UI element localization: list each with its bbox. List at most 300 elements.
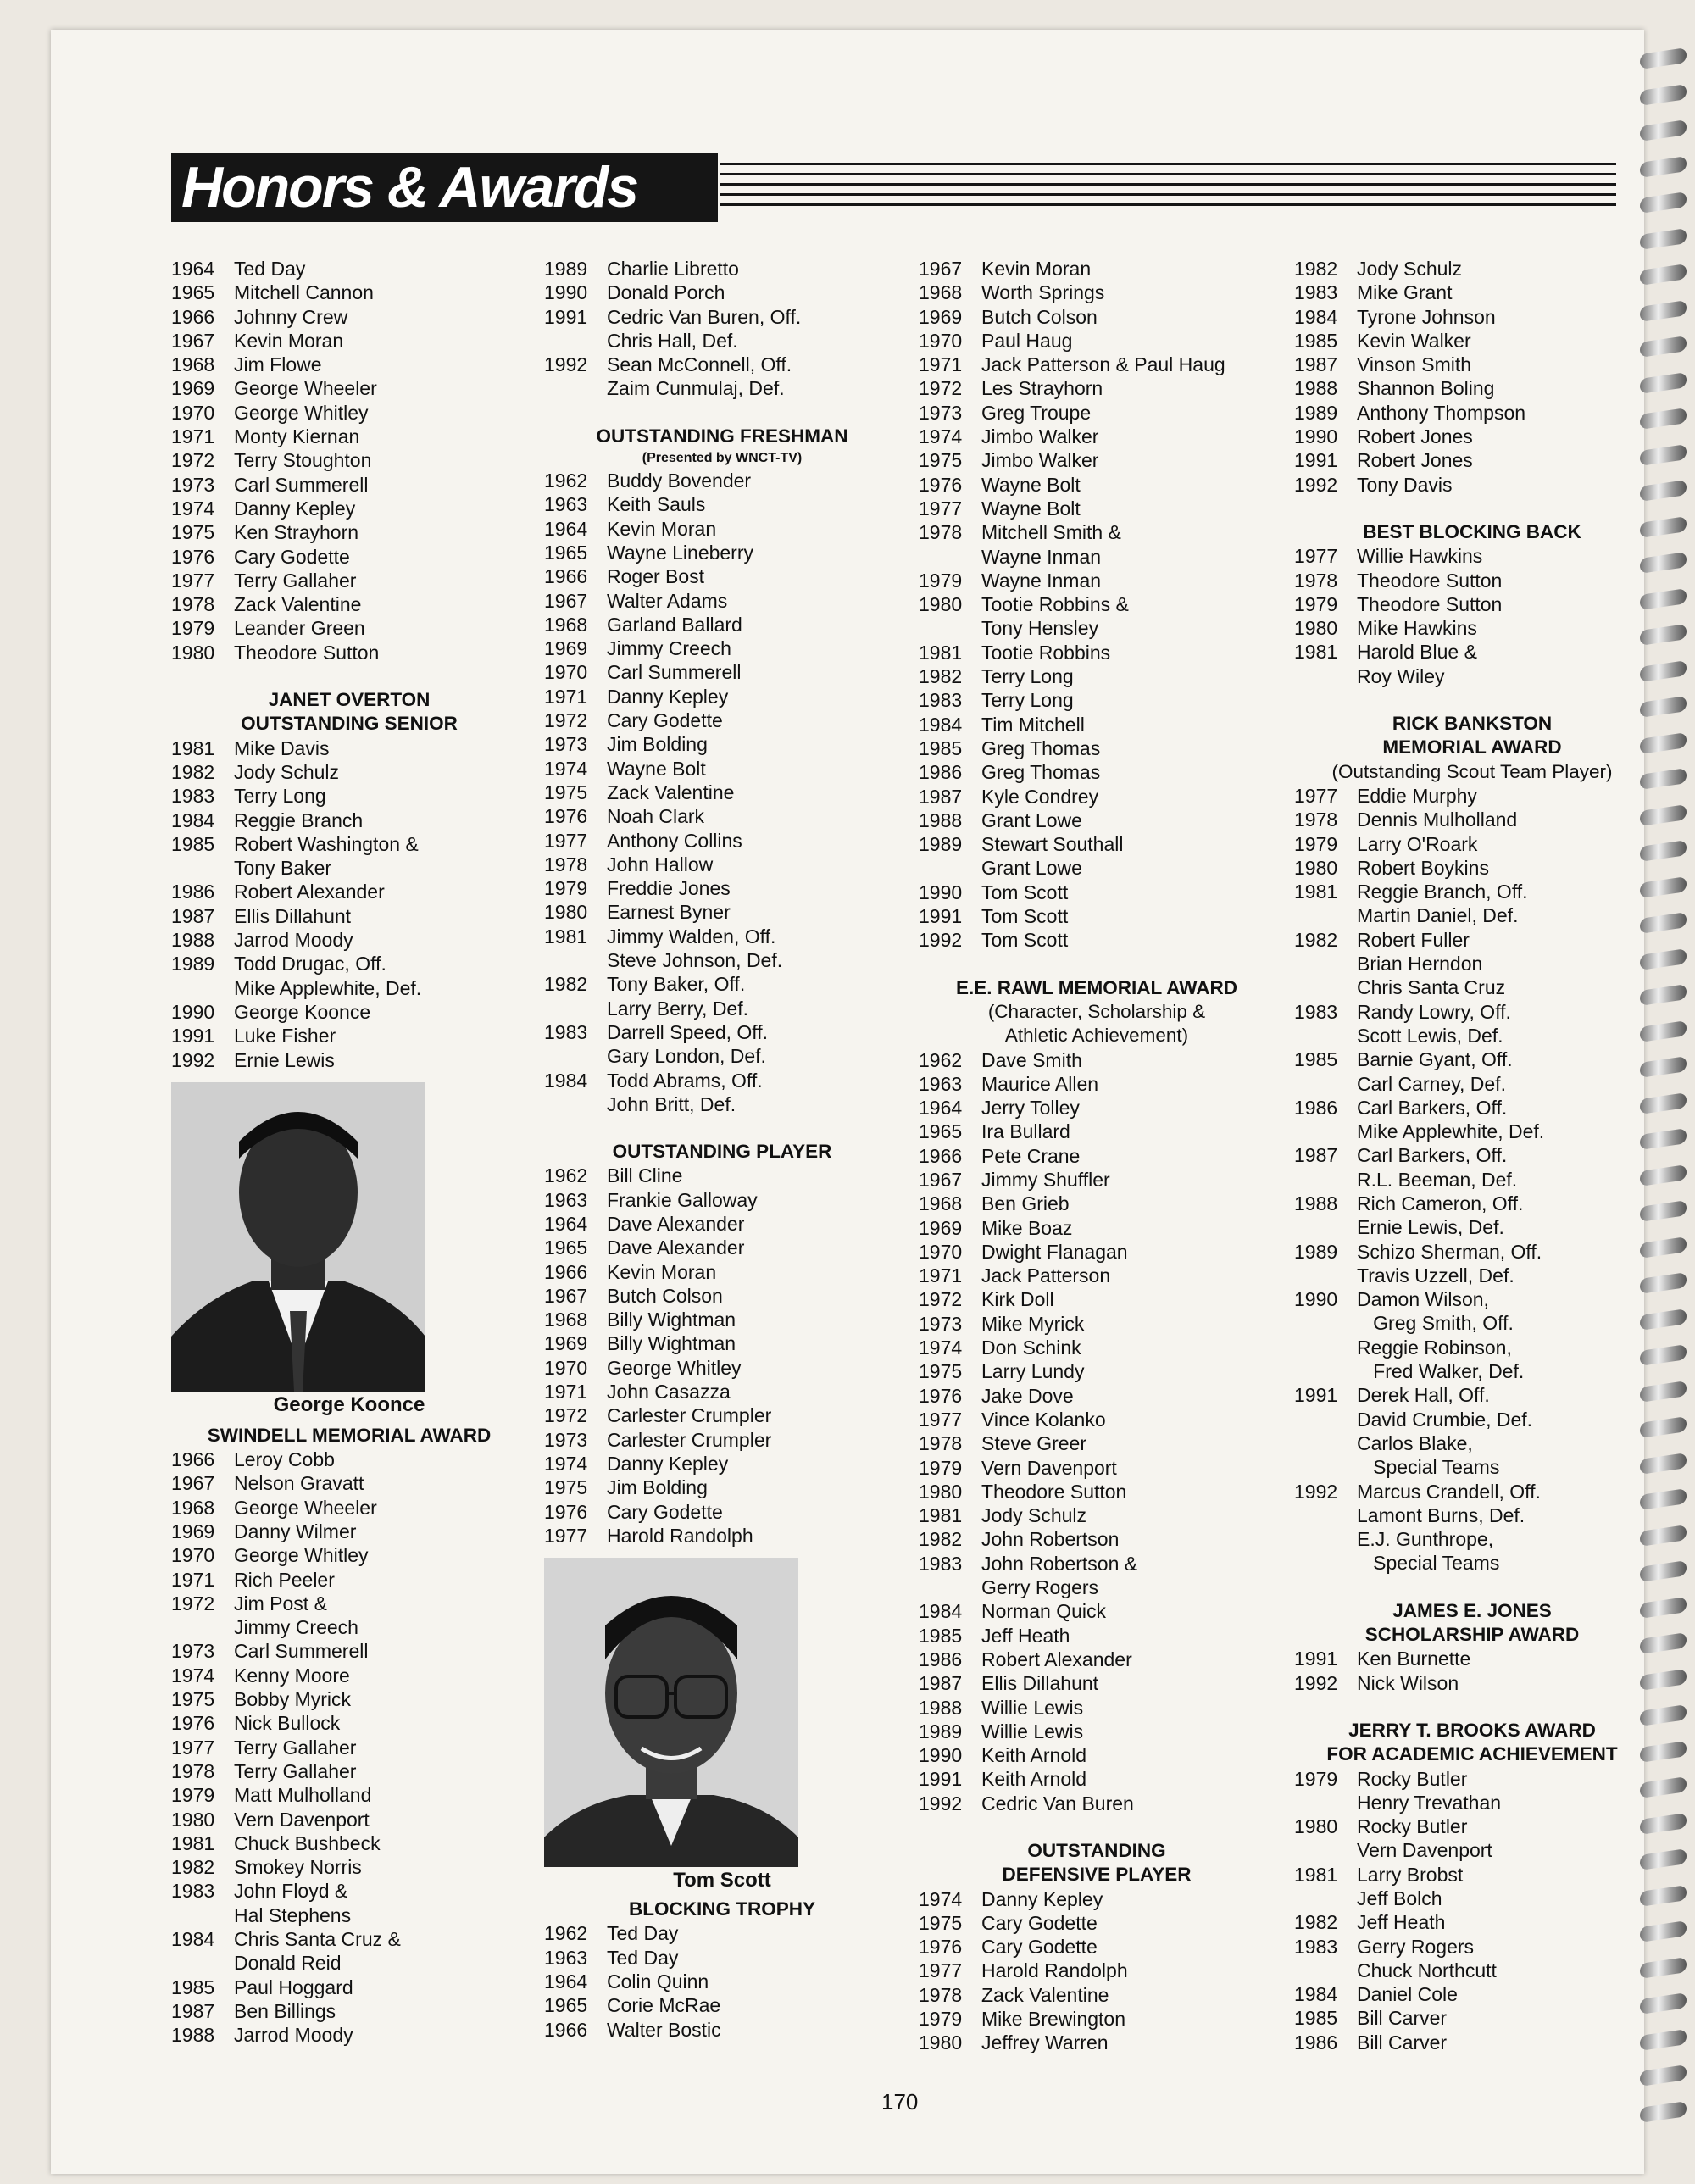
award-year [1294,903,1357,927]
award-year: 1983 [1294,1935,1338,1958]
award-recipient: Bill Carver [1357,2007,1448,2030]
award-entry [171,1976,527,1999]
award-recipient: John Hallow [607,853,714,875]
award-recipient: Wayne Inman [981,569,1102,592]
award-recipient: Tootie Robbins [981,641,1111,664]
award-entry [544,589,900,613]
award-recipient: Don Schink [981,1337,1081,1359]
award-recipient: Tony Hensley [981,617,1099,640]
award-year: 1987 [1294,353,1338,376]
award-year: 1972 [544,709,588,732]
award-recipient: Kevin Moran [607,1260,717,1283]
award-entry [1294,1192,1650,1215]
award-recipient: Paul Hoggard [234,1976,353,1998]
award-year [1294,1311,1357,1335]
player-photo [544,1558,798,1867]
award-recipient: Barnie Gyant, Off. [1357,1048,1513,1071]
award-entry [919,1792,1275,1815]
award-year [171,856,234,880]
award-recipient: Bill Cline [607,1164,683,1187]
award-year: 1972 [171,1592,215,1614]
award-entry [171,832,527,856]
award-year: 1986 [1294,1096,1338,1119]
award-recipient: Buddy Bovender [607,470,752,492]
award-entry [1294,1935,1650,1959]
award-recipient: Vern Davenport [234,1808,370,1831]
award-year: 1977 [544,1524,588,1547]
award-entry [919,616,1275,640]
section-title: OUTSTANDING PLAYER [612,1141,832,1163]
award-recipient: Kevin Moran [607,517,717,540]
award-recipient: Luke Fisher [234,1025,336,1048]
award-recipient: Walter Bostic [607,2018,721,2041]
award-entry [171,520,527,544]
award-entry [919,1384,1275,1408]
award-list [171,736,527,1072]
award-year: 1964 [171,258,215,280]
award-year [1294,1336,1357,1359]
award-recipient: Ben Billings [234,1999,336,2022]
award-year: 1976 [919,473,963,496]
award-year: 1980 [171,641,215,664]
award-entry [1294,784,1650,808]
award-recipient: Jody Schulz [981,1504,1087,1527]
award-entry [1294,640,1650,664]
award-entry [171,425,527,448]
award-entry [919,329,1275,353]
award-entry [919,376,1275,400]
award-year: 1967 [544,1284,588,1307]
award-entry [544,1475,900,1499]
award-entry [171,1639,527,1663]
section-subtitle: (Outstanding Scout Team Player) [1331,760,1613,782]
award-year: 1977 [919,1408,963,1431]
award-entry [171,880,527,903]
award-year: 1978 [919,1983,963,2006]
award-year: 1990 [1294,425,1338,448]
award-year [171,1951,234,1975]
award-recipient: Jody Schulz [234,760,340,783]
award-year: 1986 [171,881,215,903]
award-entry [544,2018,900,2042]
award-recipient: Jerry Tolley [981,1097,1080,1120]
award-recipient: Carlos Blake, [1357,1431,1473,1454]
award-year: 1985 [919,1624,963,1647]
award-entry [544,517,900,541]
award-entry [919,1959,1275,1982]
award-recipient: Tom Scott [981,905,1069,928]
award-year: 1979 [544,877,588,900]
award-year [919,545,981,569]
award-entry [544,876,900,900]
award-entry [171,1568,527,1592]
award-entry [1294,808,1650,831]
award-recipient: Terry Gallaher [234,569,357,592]
award-recipient: Tony Davis [1357,473,1453,496]
award-recipient: Grant Lowe [981,809,1082,831]
award-entry [919,1359,1275,1383]
award-year: 1985 [171,1976,215,1998]
award-entry [919,1431,1275,1455]
award-year: 1974 [544,757,588,780]
award-entry [1294,1072,1650,1096]
award-year: 1963 [544,1946,588,1969]
award-list [544,1164,900,1548]
award-entry [171,1831,527,1855]
award-entry [544,305,900,329]
award-year: 1981 [171,736,215,759]
award-year: 1967 [919,1168,963,1191]
award-year: 1972 [171,449,215,472]
award-year: 1969 [171,1520,215,1542]
award-entry [919,1552,1275,1575]
award-entry [919,353,1275,376]
award-year [544,1044,607,1068]
award-recipient: Kevin Moran [234,329,344,352]
award-year: 1980 [919,1480,963,1503]
award-entry [1294,1359,1650,1383]
award-recipient: Vern Davenport [1357,1839,1492,1862]
award-recipient: Ellis Dillahunt [234,904,352,927]
award-entry [919,760,1275,784]
award-year: 1984 [1294,305,1338,328]
award-year: 1969 [544,637,588,660]
award-entry [1294,1982,1650,2006]
section-title: OUTSTANDING FRESHMAN [596,425,848,447]
section-title: FOR ACADEMIC ACHIEVEMENT [1326,1743,1618,1765]
award-recipient: Maurice Allen [981,1072,1099,1095]
award-entry [1294,1551,1650,1575]
award-recipient: Carlester Crumpler [607,1404,772,1427]
award-entry [1294,1767,1650,1791]
award-recipient: John Britt, Def. [607,1092,736,1115]
award-year [544,329,607,353]
award-recipient: Chuck Northcutt [1357,1959,1497,1981]
award-list [919,1887,1275,2055]
award-recipient: Wayne Inman [981,545,1102,568]
award-entry [1294,616,1650,640]
award-year: 1972 [919,1288,963,1311]
award-entry [1294,473,1650,497]
award-recipient: Smokey Norris [234,1856,362,1879]
award-year: 1988 [919,1696,963,1719]
award-year: 1984 [544,1069,588,1092]
award-year: 1984 [919,713,963,736]
award-entry [171,1592,527,1615]
award-year: 1976 [171,1712,215,1735]
award-recipient: Jimbo Walker [981,425,1099,448]
award-entry [919,473,1275,497]
award-entry [1294,1240,1650,1264]
award-recipient: Vince Kolanko [981,1408,1106,1431]
award-recipient: Jimmy Creech [607,637,731,660]
spiral-ring [1640,2065,1687,2087]
award-recipient: Jim Flowe [234,353,322,376]
section-title: DEFENSIVE PLAYER [1002,1864,1192,1886]
award-year: 1973 [544,1428,588,1451]
award-entry [919,688,1275,712]
award-year: 1965 [171,281,215,304]
award-recipient: Cedric Van Buren [981,1792,1134,1814]
award-entry [171,1520,527,1543]
award-entry [919,664,1275,688]
award-recipient: Terry Gallaher [234,1759,357,1782]
award-year: 1969 [544,1332,588,1355]
award-recipient: John Robertson [981,1528,1120,1551]
award-year: 1970 [544,661,588,684]
award-year [1294,952,1357,975]
award-entry [919,1144,1275,1168]
award-year: 1980 [544,901,588,924]
award-recipient: Greg Thomas [981,736,1101,759]
award-recipient: Hal Stephens [234,1903,352,1926]
award-year: 1974 [171,1664,215,1687]
award-entry [171,1711,527,1735]
award-entry [919,1048,1275,1072]
award-recipient: Terry Long [234,785,326,808]
award-year: 1991 [919,905,963,928]
award-recipient: E.J. Gunthrope, [1357,1528,1494,1551]
award-recipient: Johnny Crew [234,305,348,328]
award-recipient: Jimbo Walker [981,449,1099,472]
award-year: 1983 [544,1020,588,1043]
award-recipient: Tom Scott [981,929,1069,952]
award-entry [919,1624,1275,1648]
section-title: JERRY T. BROOKS AWARD [1348,1719,1596,1741]
award-year: 1965 [544,1236,588,1259]
award-year: 1985 [1294,329,1338,352]
award-recipient: Rocky Butler [1357,1815,1468,1838]
award-recipient: Anthony Collins [607,829,742,852]
award-year: 1964 [544,1970,588,1993]
award-entry [171,809,527,832]
award-recipient: Greg Smith, Off. [1357,1312,1514,1335]
award-year: 1987 [919,785,963,808]
award-entry [1294,1838,1650,1862]
award-entry [544,469,900,492]
award-recipient: George Wheeler [234,1496,377,1519]
award-recipient: Terry Gallaher [234,1736,357,1759]
award-entry [171,1664,527,1687]
section-title: MEMORIAL AWARD [1382,736,1562,759]
award-entry [919,928,1275,952]
award-recipient: Ira Bullard [981,1120,1070,1143]
award-recipient: Billy Wightman [607,1309,736,1331]
award-entry [171,1927,527,1951]
section-title: BLOCKING TROPHY [628,1898,815,1920]
award-year: 1967 [919,258,963,280]
award-recipient: Jarrod Moody [234,929,353,952]
award-year: 1964 [544,517,588,540]
award-recipient: George Whitley [607,1356,742,1379]
award-year: 1990 [919,1744,963,1767]
award-year: 1973 [919,401,963,424]
award-year: 1987 [171,1999,215,2022]
award-recipient: Colin Quinn [607,1970,709,1993]
award-entry [544,353,900,376]
award-entry [171,497,527,520]
award-entry [544,1069,900,1092]
column-3 [919,257,1275,2055]
award-recipient: Ben Grieb [981,1192,1070,1215]
award-year [1294,1551,1357,1575]
award-year: 1982 [544,973,588,996]
award-year: 1976 [919,1384,963,1407]
award-year: 1989 [919,1720,963,1742]
award-year: 1963 [544,493,588,516]
award-year: 1973 [171,473,215,496]
award-entry [1294,1024,1650,1048]
award-year: 1989 [1294,401,1338,424]
award-entry [1294,1408,1650,1431]
award-recipient: Danny Kepley [981,1887,1103,1910]
award-year: 1970 [544,1356,588,1379]
section-title: OUTSTANDING SENIOR [241,713,458,735]
award-year [1294,1072,1357,1096]
award-recipient: Leroy Cobb [234,1448,335,1471]
section-title: RICK BANKSTON [1392,713,1553,735]
award-recipient: Scott Lewis, Def. [1357,1024,1503,1047]
award-recipient: Roy Wiley [1357,664,1445,687]
award-recipient: Terry Long [981,689,1074,712]
award-recipient: Jody Schulz [1357,258,1463,280]
award-year [1294,1024,1357,1048]
award-entry [171,1496,527,1520]
header-rule [720,173,1616,175]
award-recipient: Robert Alexander [981,1648,1132,1670]
award-entry [544,329,900,353]
award-recipient: Carl Barkers, Off. [1357,1144,1508,1167]
award-entry [919,1096,1275,1120]
section-title: SCHOLARSHIP AWARD [1364,1624,1580,1646]
award-year: 1978 [919,1432,963,1455]
award-year: 1968 [171,1496,215,1519]
award-entry [919,1575,1275,1599]
award-entry [544,1260,900,1284]
award-recipient: Tom Scott [981,881,1069,903]
header-rule [720,183,1616,186]
award-year: 1968 [544,1309,588,1331]
award-recipient: Harold Randolph [981,1959,1128,1982]
award-entry [1294,856,1650,880]
award-year: 1981 [919,1504,963,1527]
award-entry [1294,1311,1650,1335]
photo-caption: George Koonce [273,1392,425,1416]
award-year: 1982 [919,1528,963,1551]
award-entry [1294,257,1650,281]
award-year [919,616,981,640]
award-year [1294,1791,1357,1814]
award-year: 1985 [1294,2007,1338,2030]
column-1 [171,257,527,2048]
award-list [1294,257,1650,497]
award-entry [919,1743,1275,1767]
spiral-ring [1640,2101,1687,2123]
award-entry [919,1671,1275,1695]
award-entry [171,1471,527,1495]
award-entry [919,641,1275,664]
award-recipient: Martin Daniel, Def. [1357,904,1519,927]
award-recipient: George Wheeler [234,377,377,400]
award-recipient: Paul Haug [981,329,1073,352]
award-recipient: Dave Smith [981,1048,1082,1071]
award-recipient: Tony Baker, Off. [607,973,746,996]
award-entry [544,1308,900,1331]
award-entry [919,545,1275,569]
award-list [171,257,527,664]
section-title: OUTSTANDING [1027,1840,1166,1861]
award-recipient: Dwight Flanagan [981,1240,1128,1263]
award-entry [1294,425,1650,448]
award-entry [1294,1503,1650,1527]
award-year: 1965 [544,541,588,564]
award-entry [1294,592,1650,616]
award-recipient: Earnest Byner [607,901,731,924]
award-year: 1981 [1294,1863,1338,1886]
award-year: 1966 [544,1260,588,1283]
award-recipient: Larry Berry, Def. [607,997,748,1020]
award-year: 1968 [171,353,215,376]
award-recipient: Robert Jones [1357,425,1473,448]
award-year: 1991 [919,1768,963,1791]
award-year: 1977 [171,1736,215,1759]
award-recipient: Shannon Boling [1357,377,1495,400]
award-recipient: Robert Fuller [1357,928,1470,951]
award-year: 1979 [1294,592,1338,615]
award-entry [1294,1287,1650,1311]
award-entry [544,1092,900,1116]
award-recipient: Wayne Bolt [607,757,706,780]
award-recipient: Steve Johnson, Def. [607,949,783,972]
award-year: 1971 [171,1568,215,1591]
award-recipient: Willie Lewis [981,1720,1084,1742]
award-year: 1992 [919,929,963,952]
award-entry [1294,1527,1650,1551]
award-entry [544,376,900,400]
award-recipient: Robert Jones [1357,449,1473,472]
award-entry [544,1428,900,1452]
award-entry [544,925,900,948]
award-year: 1983 [1294,1000,1338,1023]
award-entry [919,497,1275,520]
award-entry [1294,1336,1650,1359]
award-entry [1294,1120,1650,1143]
award-entry [544,732,900,756]
award-recipient: Gerry Rogers [1357,1935,1475,1958]
award-recipient: Willie Hawkins [1357,545,1483,568]
section-title: SWINDELL MEMORIAL AWARD [207,1424,492,1446]
award-recipient: Dennis Mulholland [1357,809,1518,831]
award-recipient: Mike Applewhite, Def. [234,976,422,999]
award-entry [171,760,527,784]
award-entry [171,1783,527,1807]
award-recipient: Jimmy Shuffler [981,1168,1110,1191]
award-recipient: R.L. Beeman, Def. [1357,1168,1518,1191]
award-entry [544,1403,900,1427]
award-recipient: Donald Reid [234,1952,342,1975]
award-entry [171,592,527,616]
award-year [1294,1215,1357,1239]
award-entry [171,736,527,760]
award-year: 1967 [544,589,588,612]
award-entry [1294,376,1650,400]
award-entry [171,1759,527,1783]
award-entry [171,928,527,952]
award-recipient: Leander Green [234,617,365,640]
award-year [1294,664,1357,688]
award-recipient: Ellis Dillahunt [981,1672,1099,1695]
award-year: 1979 [919,1456,963,1479]
